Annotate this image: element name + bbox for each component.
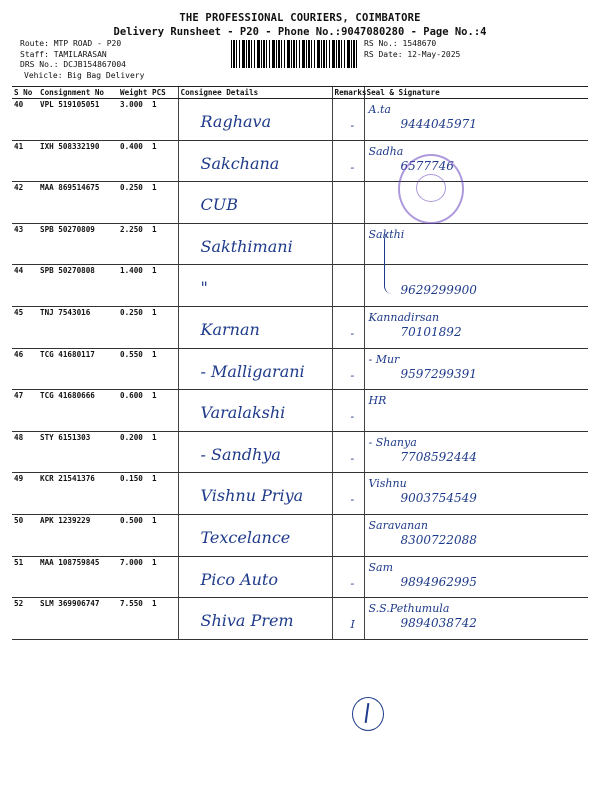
signature-phone: 6577746 — [400, 158, 454, 173]
cell-remarks — [332, 556, 364, 598]
cell-signature — [364, 140, 588, 182]
cell-signature — [364, 556, 588, 598]
cell-pcs — [150, 265, 178, 307]
col-weight: Weight — [118, 87, 150, 99]
cell-consignment-text: APK 1239229 — [40, 515, 91, 525]
cell-consignment — [38, 598, 118, 640]
signature-name: - Shanya — [368, 435, 417, 449]
cell-signature — [364, 99, 588, 141]
cell-remarks — [332, 348, 364, 390]
cell-pcs-text: 1 — [152, 100, 157, 109]
cell-sno — [12, 390, 38, 432]
cell-weight — [118, 140, 150, 182]
cell-weight-text: 0.500 — [120, 515, 143, 525]
cell-pcs — [150, 431, 178, 473]
cell-signature — [364, 598, 588, 640]
meta-left — [20, 39, 144, 81]
cell-signature — [364, 431, 588, 473]
cell-sno — [12, 431, 38, 473]
cell-sno — [12, 265, 38, 307]
cell-sno-text: 42 — [14, 183, 24, 193]
remark-mark: - — [350, 576, 355, 590]
cell-signature — [364, 348, 588, 390]
signature-name: HR — [368, 394, 387, 408]
cell-sno — [12, 306, 38, 348]
cell-consignment — [38, 431, 118, 473]
cell-weight-text: 0.150 — [120, 474, 143, 484]
cell-pcs — [150, 514, 178, 556]
remark-mark: I — [350, 618, 355, 632]
col-pcs: PCS — [150, 87, 178, 99]
cell-consignment-text: TCG 41680666 — [40, 391, 95, 401]
signature-name: S.S.Pethumula — [368, 602, 450, 616]
cell-consignment-text: IXH 508332190 — [40, 141, 100, 151]
cell-weight — [118, 473, 150, 515]
cell-sno — [12, 182, 38, 224]
cell-sno-text: 40 — [14, 100, 24, 109]
remark-mark: - — [350, 326, 355, 340]
cell-consignee — [178, 140, 332, 182]
cell-consignee — [178, 390, 332, 432]
cell-remarks — [332, 223, 364, 265]
cell-sno — [12, 473, 38, 515]
cell-weight-text: 0.250 — [120, 183, 143, 193]
consignee-handwriting: Texcelance — [200, 527, 291, 547]
cell-consignment — [38, 390, 118, 432]
cell-consignee — [178, 473, 332, 515]
cell-consignee — [178, 99, 332, 141]
cell-pcs-text: 1 — [152, 432, 157, 442]
cell-weight — [118, 99, 150, 141]
cell-signature — [364, 265, 588, 307]
signature-phone: 7708592444 — [400, 449, 477, 464]
cell-pcs-text: 1 — [152, 515, 157, 525]
cell-weight-text: 7.000 — [120, 557, 143, 567]
cell-pcs-text: 1 — [152, 183, 157, 193]
cell-sno-text: 45 — [14, 307, 24, 317]
cell-pcs — [150, 99, 178, 141]
remark-mark: - — [350, 160, 355, 174]
cell-consignment-text: MAA 108759845 — [40, 557, 100, 567]
cell-sno-text: 47 — [14, 391, 24, 401]
cell-pcs — [150, 473, 178, 515]
cell-weight — [118, 265, 150, 307]
consignee-handwriting: Varalakshi — [200, 403, 286, 423]
table-row — [12, 182, 588, 224]
table-row — [12, 348, 588, 390]
cell-remarks — [332, 306, 364, 348]
cell-sno — [12, 140, 38, 182]
cell-pcs — [150, 223, 178, 265]
cell-consignment-text: TCG 41680117 — [40, 349, 95, 359]
cell-weight-text: 1.400 — [120, 266, 143, 276]
signature-phone: 9597299391 — [400, 366, 477, 381]
table-row — [12, 265, 588, 307]
cell-pcs — [150, 306, 178, 348]
cell-consignee — [178, 265, 332, 307]
signature-phone: 9894962995 — [400, 574, 477, 589]
consignee-handwriting: Karnan — [200, 319, 260, 339]
cell-consignment — [38, 99, 118, 141]
cell-sno-text: 50 — [14, 515, 24, 525]
vehicle-label: Vehicle: Big Bag Delivery — [24, 70, 145, 80]
cell-pcs-text: 1 — [152, 557, 157, 567]
runsheet-title: THE PROFESSIONAL COURIERS, COIMBATORE — [179, 12, 421, 24]
cell-sno-text: 41 — [14, 141, 24, 151]
consignee-handwriting: - Malligarani — [200, 361, 305, 381]
cell-sno-text: 43 — [14, 224, 24, 234]
cell-sno — [12, 556, 38, 598]
cell-remarks — [332, 265, 364, 307]
cell-consignment-text: TNJ 7543016 — [40, 307, 91, 317]
table-header-row — [12, 87, 588, 99]
table-row — [12, 473, 588, 515]
cell-signature — [364, 306, 588, 348]
consignee-handwriting: Shiva Prem — [200, 611, 294, 631]
cell-consignee — [178, 306, 332, 348]
barcode-icon — [231, 40, 357, 68]
cell-sno — [12, 99, 38, 141]
cell-weight — [118, 431, 150, 473]
consignee-handwriting: Sakchana — [200, 153, 280, 173]
cell-remarks — [332, 514, 364, 556]
cell-consignment — [38, 514, 118, 556]
cell-remarks — [332, 99, 364, 141]
cell-sno-text: 48 — [14, 432, 24, 442]
cell-consignee — [178, 182, 332, 224]
table-row — [12, 390, 588, 432]
cell-sno-text: 52 — [14, 599, 24, 609]
cell-consignment-text: SPB 50270808 — [40, 266, 95, 276]
signature-name: - Mur — [368, 352, 400, 366]
cell-sno-text: 46 — [14, 349, 24, 359]
cell-consignee — [178, 556, 332, 598]
bracket-mark — [384, 232, 395, 294]
signature-name: A.ta — [368, 103, 391, 116]
col-consignment: Consignment No — [38, 87, 118, 99]
table-row — [12, 140, 588, 182]
cell-consignment — [38, 140, 118, 182]
consignee-handwriting: Vishnu Priya — [200, 486, 304, 506]
cell-sno — [12, 514, 38, 556]
cell-weight-text: 0.600 — [120, 391, 143, 401]
col-signature: Seal & Signature — [364, 87, 588, 99]
cell-weight-text: 7.550 — [120, 599, 143, 609]
cell-pcs — [150, 556, 178, 598]
table-row — [12, 556, 588, 598]
cell-consignment — [38, 306, 118, 348]
cell-weight-text: 0.400 — [120, 141, 143, 151]
cell-remarks — [332, 182, 364, 224]
runsheet-subtitle: Delivery Runsheet - P20 - Phone No.:9047080280 - Page No.:4 — [113, 26, 487, 38]
cell-consignment-text: KCR 21541376 — [40, 474, 95, 484]
cell-signature — [364, 223, 588, 265]
cell-sno-text: 51 — [14, 557, 24, 567]
cell-consignment — [38, 556, 118, 598]
remark-mark: - — [350, 368, 355, 382]
cell-consignee — [178, 598, 332, 640]
cell-pcs — [150, 140, 178, 182]
cell-weight — [118, 598, 150, 640]
cell-consignee — [178, 348, 332, 390]
cell-consignment — [38, 348, 118, 390]
cell-sno — [12, 348, 38, 390]
signature-name: Sam — [368, 560, 394, 574]
cell-signature — [364, 390, 588, 432]
drs-label: DRS No.: DCJB154867004 — [20, 60, 126, 69]
cell-pcs — [150, 598, 178, 640]
signature-phone: 9444045971 — [400, 117, 477, 131]
table-row — [12, 99, 588, 141]
cell-consignment — [38, 265, 118, 307]
cell-weight-text: 0.550 — [120, 349, 143, 359]
remark-mark: - — [350, 493, 355, 507]
cell-consignment-text: STY 6151303 — [40, 432, 91, 442]
consignee-handwriting: " — [200, 278, 208, 298]
cell-pcs-text: 1 — [152, 307, 157, 317]
table-row — [12, 431, 588, 473]
table-row — [12, 514, 588, 556]
cell-weight — [118, 556, 150, 598]
col-sno: S No — [12, 87, 38, 99]
signature-phone: 70101892 — [400, 324, 462, 339]
cell-weight — [118, 390, 150, 432]
circled-one-mark-icon — [352, 697, 384, 731]
signature-phone: 8300722088 — [400, 532, 477, 547]
cell-pcs — [150, 182, 178, 224]
cell-pcs-text: 1 — [152, 141, 157, 151]
cell-remarks — [332, 140, 364, 182]
signature-phone: 9894038742 — [400, 616, 477, 631]
cell-weight-text: 0.250 — [120, 307, 143, 317]
cell-weight-text: 0.200 — [120, 432, 143, 442]
cell-remarks — [332, 390, 364, 432]
remark-mark: - — [350, 410, 355, 424]
signature-name: Saravanan — [368, 518, 428, 532]
route-label: Route: MTP ROAD - P20 — [20, 39, 122, 48]
consignee-handwriting: Raghava — [200, 112, 272, 131]
cell-consignee — [178, 514, 332, 556]
cell-weight — [118, 514, 150, 556]
cell-consignee — [178, 223, 332, 265]
cell-remarks — [332, 598, 364, 640]
col-consignee: Consignee Details — [178, 87, 332, 99]
cell-pcs-text: 1 — [152, 391, 157, 401]
cell-consignee — [178, 431, 332, 473]
cell-pcs-text: 1 — [152, 599, 157, 609]
rs-no-label: RS No.: 1548670 — [364, 39, 437, 48]
remark-mark: - — [350, 119, 355, 132]
cell-sno-text: 49 — [14, 474, 24, 484]
cell-consignment-text: SLM 369906747 — [40, 599, 100, 609]
cell-weight — [118, 306, 150, 348]
signature-phone: 9003754549 — [400, 491, 477, 506]
cell-consignment-text: SPB 50270809 — [40, 224, 95, 234]
cell-sno — [12, 598, 38, 640]
cell-signature — [364, 473, 588, 515]
signature-name: Sadha — [368, 144, 404, 158]
cell-consignment — [38, 223, 118, 265]
cell-sno-text: 44 — [14, 266, 24, 276]
cell-remarks — [332, 473, 364, 515]
cell-weight — [118, 223, 150, 265]
remark-mark: - — [350, 451, 355, 465]
cell-consignment-text: VPL 519105051 — [40, 100, 100, 109]
signature-name: Kannadirsan — [368, 310, 440, 324]
cell-pcs — [150, 390, 178, 432]
cell-weight — [118, 182, 150, 224]
signature-phone: 9629299900 — [400, 283, 477, 298]
table-row — [12, 598, 588, 640]
cell-signature — [364, 514, 588, 556]
cell-pcs-text: 1 — [152, 474, 157, 484]
cell-weight-text: 2.250 — [120, 224, 143, 234]
consignee-handwriting: - Sandhya — [200, 444, 281, 464]
cell-remarks — [332, 431, 364, 473]
cell-pcs — [150, 348, 178, 390]
signature-name: Sakthi — [368, 227, 405, 241]
consignee-handwriting: CUB — [200, 195, 238, 215]
runsheet-table — [12, 86, 588, 640]
cell-sno — [12, 223, 38, 265]
cell-weight-text: 3.000 — [120, 100, 143, 109]
cell-consignment-text: MAA 869514675 — [40, 183, 100, 193]
cell-pcs-text: 1 — [152, 349, 157, 359]
staff-label: Staff: TAMILARASAN — [20, 49, 107, 59]
courier-seal-icon — [398, 154, 464, 224]
rs-date-label: RS Date: 12-May-2025 — [364, 49, 461, 59]
cell-pcs-text: 1 — [152, 224, 157, 234]
signature-name: Vishnu — [368, 477, 407, 491]
col-remarks: Remarks — [332, 87, 364, 99]
meta-right — [364, 39, 460, 60]
cell-consignment — [38, 473, 118, 515]
table-row — [12, 223, 588, 265]
cell-weight — [118, 348, 150, 390]
cell-pcs-text: 1 — [152, 266, 157, 276]
consignee-handwriting: Pico Auto — [200, 569, 278, 589]
consignee-handwriting: Sakthimani — [200, 236, 293, 256]
cell-consignment — [38, 182, 118, 224]
table-row — [12, 306, 588, 348]
